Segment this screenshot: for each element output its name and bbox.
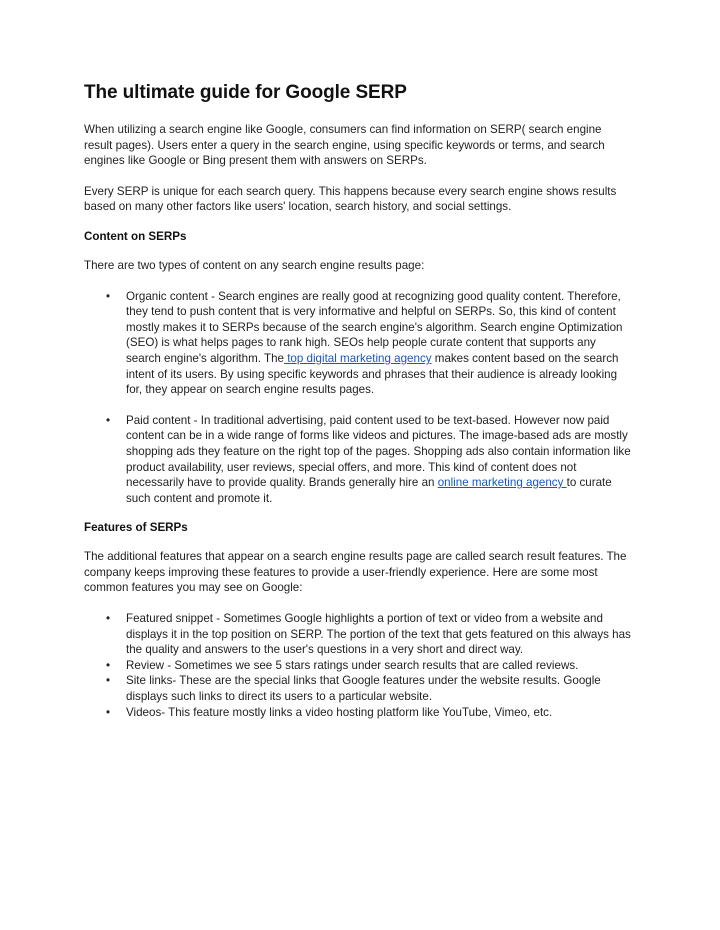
features-list (84, 611, 632, 720)
section-intro-features: The additional features that appear on a search engine results page are called search result features. The company keeps improving these features to provide a user-friendly experience. Here are some most common features you may see on Google: (84, 550, 627, 595)
content-types-list (84, 289, 632, 507)
section-intro-content: There are two types of content on any search engine results page: (84, 258, 425, 272)
organic-text-after: makes content based on the search intent of its users. By using specific keywords and phrases that their audience is already looking for, they appear on search engine results pages. (126, 351, 619, 397)
list-item-review: • Review - Sometimes we see 5 stars ratings under search results that are called reviews. (126, 658, 632, 674)
intro-paragraph-1: When utilizing a search engine like Google, consumers can find information on SERP( search engine result pages). Users enter a query in the search engine, using specific keywords or terms, and search engines like Google or Bing present them with answers on SERPs. (84, 123, 605, 168)
list-item-featured-snippet: • Featured snippet - Sometimes Google highlights a portion of text or video from a website and displays it in the top position on SERP. The portion of the text that gets featured on this always has the quality and answers to the user's questions in a very short and direct way. (126, 611, 632, 658)
list-item-organic (126, 289, 632, 398)
link-online-marketing-agency[interactable]: online marketing agency (437, 476, 567, 490)
organic-text-before: Organic content - Search engines are really good at recognizing good quality content. Therefore, they tend to push content that is very informative and helpful on SERPs. So, this kind of content mostly makes it to SERPs because of the search engine's algorithm. Search engine Optimization (SEO) is what helps pages to rank high. SEOs help people curate content that supports any search engine's algorithm. The (126, 289, 623, 365)
section-heading-content: Content on SERPs (84, 229, 187, 243)
list-item-paid (126, 413, 632, 507)
intro-paragraph-2: Every SERP is unique for each search query. This happens because every search engine shows results based on many other factors like users' location, search history, and social settings. (84, 184, 617, 214)
list-item-videos: • Videos- This feature mostly links a video hosting platform like YouTube, Vimeo, etc. (126, 705, 632, 721)
list-item-site-links: • Site links- These are the special links that Google features under the website results. Google displays such links to direct its users to a particular website. (126, 673, 632, 704)
paid-text-after: to curate such content and promote it. (126, 476, 612, 505)
section-heading-features: Features of SERPs (84, 521, 188, 535)
document-title: The ultimate guide for Google SERP (84, 82, 407, 103)
paid-text-before: Paid content - In traditional advertising, paid content used to be text-based. However now paid content can be in a wide range of forms like videos and pictures. The image-based ads are mostly shopping ads they feature on the right top of the pages. Shopping ads also contain information like product availability, user reviews, special offers, and more. This kind of content does not necessarily have to provide quality. Brands generally hire an (126, 413, 631, 490)
link-top-digital-marketing-agency[interactable]: top digital marketing agency (283, 351, 432, 365)
